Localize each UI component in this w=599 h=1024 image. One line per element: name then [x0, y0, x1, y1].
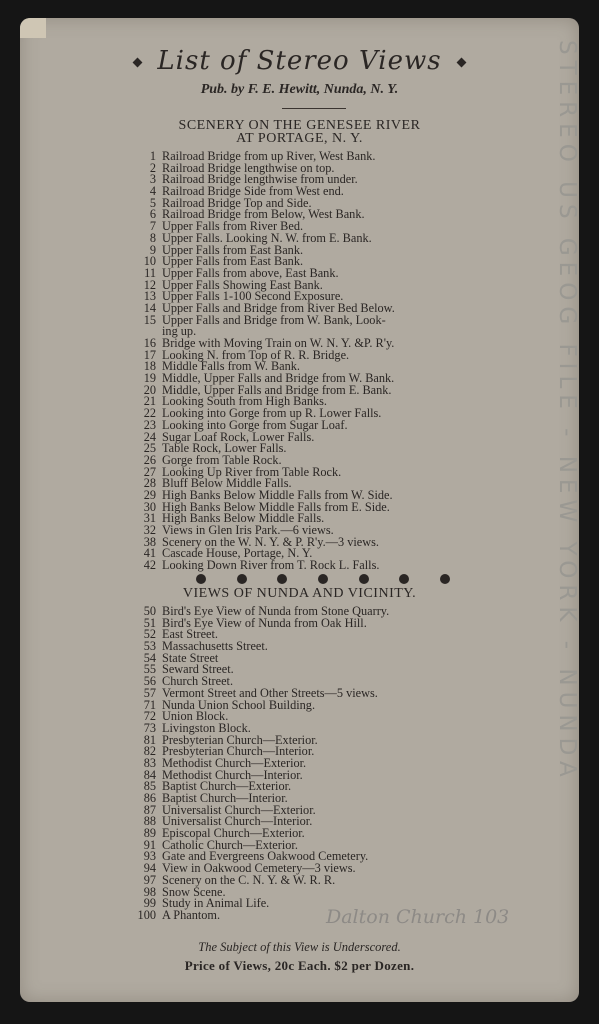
item-number: 8	[149, 230, 156, 245]
item-number: 93	[143, 849, 156, 864]
item-title: High Banks Below Middle Falls from W. Side.	[162, 487, 393, 502]
item-number: 10	[143, 254, 156, 269]
header-divider	[282, 108, 346, 109]
item-title: Bird's Eye View of Nunda from Oak Hill.	[162, 615, 367, 630]
item-number: 98	[143, 884, 156, 899]
item-title: Railroad Bridge lengthwise on top.	[162, 160, 335, 175]
item-title: Massachusetts Street.	[162, 639, 268, 654]
item-number: 23	[143, 417, 156, 432]
item-title: Bluff Below Middle Falls.	[162, 476, 292, 491]
item-title: High Banks Below Middle Falls.	[162, 511, 325, 526]
item-number: 81	[143, 732, 156, 747]
item-number: 89	[143, 826, 156, 841]
item-title: Railroad Bridge from Below, West Bank.	[162, 207, 365, 222]
item-title: Seward Street.	[162, 662, 234, 677]
item-title: A Phantom.	[162, 907, 221, 922]
item-number: 16	[143, 336, 156, 350]
item-title: Episcopal Church—Exterior.	[162, 826, 305, 841]
publisher-line: Pub. by F. E. Hewitt, Nunda, N. Y.	[200, 82, 399, 97]
item-number: 100	[137, 907, 156, 922]
item-number: 84	[143, 767, 156, 782]
item-title: Upper Falls from above, East Bank.	[162, 265, 339, 280]
item-number: 97	[143, 872, 156, 887]
item-number: 31	[143, 511, 156, 526]
item-title: Views in Glen Iris Park.—6 views.	[162, 523, 334, 537]
item-title: Catholic Church—Exterior.	[162, 837, 298, 852]
item-title: Presbyterian Church—Exterior.	[162, 732, 318, 747]
item-title: Looking N. from Top of R. R. Bridge.	[162, 347, 350, 362]
item-number: 28	[143, 476, 156, 491]
nunda-views-list	[128, 606, 548, 922]
item-title: Bird's Eye View of Nunda from Stone Quarry.	[162, 604, 390, 618]
item-title: Upper Falls from East Bank.	[162, 254, 304, 269]
item-title: Scenery on the W. N. Y. & P. R'y.—3 views.	[162, 534, 379, 549]
item-number: 85	[143, 779, 156, 794]
item-number: 6	[149, 207, 156, 222]
item-number: 4	[149, 184, 156, 199]
item-number: 11	[144, 265, 156, 280]
item-number: 94	[143, 861, 156, 876]
item-title: View in Oakwood Cemetery—3 views.	[162, 861, 356, 876]
section-title-genesee: SCENERY ON THE GENESEE RIVER	[178, 118, 421, 133]
item-title: Railroad Bridge Top and Side.	[162, 195, 312, 210]
item-number: 25	[143, 441, 156, 456]
item-number: 19	[143, 371, 156, 386]
item-title: Baptist Church—Interior.	[162, 791, 288, 805]
item-number: 87	[143, 802, 156, 817]
item-title: Looking Down River from T. Rock L. Falls.	[162, 558, 380, 573]
item-number: 20	[143, 382, 156, 397]
item-title: Methodist Church—Exterior.	[162, 755, 307, 770]
item-number: 21	[143, 394, 156, 409]
card-title	[20, 46, 579, 76]
item-title: Upper Falls Showing East Bank.	[162, 277, 323, 292]
item-number: 83	[143, 755, 156, 770]
item-title: High Banks Below Middle Falls from E. Side.	[162, 499, 390, 514]
item-number: 57	[143, 685, 156, 700]
item-number: 30	[143, 499, 156, 514]
item-title: Church Street.	[162, 674, 234, 689]
item-number: 71	[143, 697, 156, 712]
item-number: 26	[143, 452, 156, 467]
item-number: 12	[143, 277, 156, 292]
item-number: 17	[143, 347, 156, 362]
handwritten-file-note: STEREO US GEOG FILE - NEW YORK - NUNDA	[554, 40, 580, 783]
item-number: 3	[149, 172, 156, 187]
item-title: Looking into Gorge from Sugar Loaf.	[162, 417, 348, 432]
item-title: Universalist Church—Interior.	[162, 814, 313, 829]
item-title: Nunda Union School Building.	[162, 697, 316, 712]
card-title-text: List of Stereo Views	[157, 46, 442, 76]
section-subtitle-portage: AT PORTAGE, N. Y.	[236, 131, 363, 146]
item-title: Middle, Upper Falls and Bridge from E. Bank.	[162, 382, 392, 397]
divider-dot	[237, 574, 247, 584]
item-title: Gate and Evergreens Oakwood Cemetery.	[162, 849, 369, 864]
item-number: 42	[143, 558, 156, 573]
item-number: 53	[143, 639, 156, 654]
item-title: Table Rock, Lower Falls.	[162, 441, 287, 456]
item-number: 22	[143, 406, 156, 421]
item-number: 99	[143, 896, 156, 911]
item-title: Union Block.	[162, 709, 229, 724]
item-title: Railroad Bridge Side from West end.	[162, 184, 344, 199]
divider-dot	[359, 574, 369, 584]
item-title: Universalist Church—Exterior.	[162, 802, 316, 817]
item-title: Looking into Gorge from up R. Lower Falls.	[162, 406, 382, 421]
diamond-ornament-right	[456, 57, 466, 67]
item-title: Methodist Church—Interior.	[162, 767, 303, 782]
section-divider-dots	[196, 574, 450, 584]
divider-dot	[440, 574, 450, 584]
card-corner-wear	[20, 18, 46, 38]
item-number: 29	[143, 487, 156, 502]
subject-note: The Subject of this View is Underscored.	[198, 940, 401, 954]
price-line: Price of Views, 20c Each. $2 per Dozen.	[184, 958, 415, 973]
item-title: Upper Falls from River Bed.	[162, 219, 304, 234]
divider-dot	[318, 574, 328, 584]
item-title: ing up.	[162, 324, 197, 339]
item-title: Railroad Bridge from up River, West Bank.	[162, 149, 376, 163]
item-number: 72	[143, 709, 156, 724]
item-number: 51	[143, 615, 156, 630]
item-number: 55	[143, 662, 156, 677]
divider-dot	[277, 574, 287, 584]
diamond-ornament-left	[133, 57, 143, 67]
item-number: 50	[143, 604, 156, 618]
item-title: Snow Scene.	[162, 884, 226, 899]
genesee-views-list	[128, 151, 548, 572]
item-number: 88	[143, 814, 156, 829]
item-number: 38	[143, 534, 156, 549]
item-number: 18	[143, 359, 156, 374]
item-title: Upper Falls and Bridge from W. Bank, Look-	[162, 312, 386, 327]
item-title: Vermont Street and Other Streets—5 views.	[162, 685, 378, 700]
item-number: 14	[143, 300, 156, 315]
list-item	[128, 560, 548, 572]
item-number: 2	[149, 160, 156, 175]
item-title: Scenery on the C. N. Y. & W. R. R.	[162, 872, 336, 887]
item-title: Baptist Church—Exterior.	[162, 779, 292, 794]
item-title: Bridge with Moving Train on W. N. Y. &P. R'y.	[162, 336, 395, 350]
item-title: Looking South from High Banks.	[162, 394, 327, 409]
item-number: 7	[149, 219, 156, 234]
item-number: 52	[143, 627, 156, 642]
item-number: 1	[149, 149, 156, 163]
item-title: Upper Falls 1-100 Second Exposure.	[162, 289, 344, 304]
item-number: 32	[143, 523, 156, 537]
item-title: Upper Falls and Bridge from River Bed Below.	[162, 300, 395, 315]
item-title: Sugar Loaf Rock, Lower Falls.	[162, 429, 315, 444]
item-number: 5	[149, 195, 156, 210]
item-number: 24	[143, 429, 156, 444]
divider-dot	[196, 574, 206, 584]
item-number: 86	[143, 791, 156, 805]
item-title: Upper Falls. Looking N. W. from E. Bank.	[162, 230, 372, 245]
item-title: State Street	[162, 650, 219, 665]
item-number: 54	[143, 650, 156, 665]
item-title: Presbyterian Church—Interior.	[162, 744, 315, 759]
item-number: 13	[143, 289, 156, 304]
pencil-annotation: Dalton Church 103	[326, 906, 510, 928]
item-number: 27	[143, 464, 156, 479]
item-number: 9	[149, 242, 156, 257]
item-title: Middle, Upper Falls and Bridge from W. Bank.	[162, 371, 395, 386]
item-title: Gorge from Table Rock.	[162, 452, 282, 467]
item-title: Railroad Bridge lengthwise from under.	[162, 172, 358, 187]
item-number: 41	[143, 546, 156, 561]
item-title: Livingston Block.	[162, 720, 251, 735]
item-title: Cascade House, Portage, N. Y.	[162, 546, 313, 561]
item-title: East Street.	[162, 627, 219, 642]
item-number: 15	[143, 312, 156, 327]
item-number: 56	[143, 674, 156, 689]
item-title: Middle Falls from W. Bank.	[162, 359, 300, 374]
section-title-nunda: VIEWS OF NUNDA AND VICINITY.	[182, 586, 417, 601]
divider-dot	[399, 574, 409, 584]
item-title: Looking Up River from Table Rock.	[162, 464, 342, 479]
stereo-card	[20, 18, 579, 1002]
item-title: Upper Falls from East Bank.	[162, 242, 304, 257]
item-number: 73	[143, 720, 156, 735]
item-number: 82	[143, 744, 156, 759]
item-number: 91	[143, 837, 156, 852]
item-title: Study in Animal Life.	[162, 896, 270, 911]
